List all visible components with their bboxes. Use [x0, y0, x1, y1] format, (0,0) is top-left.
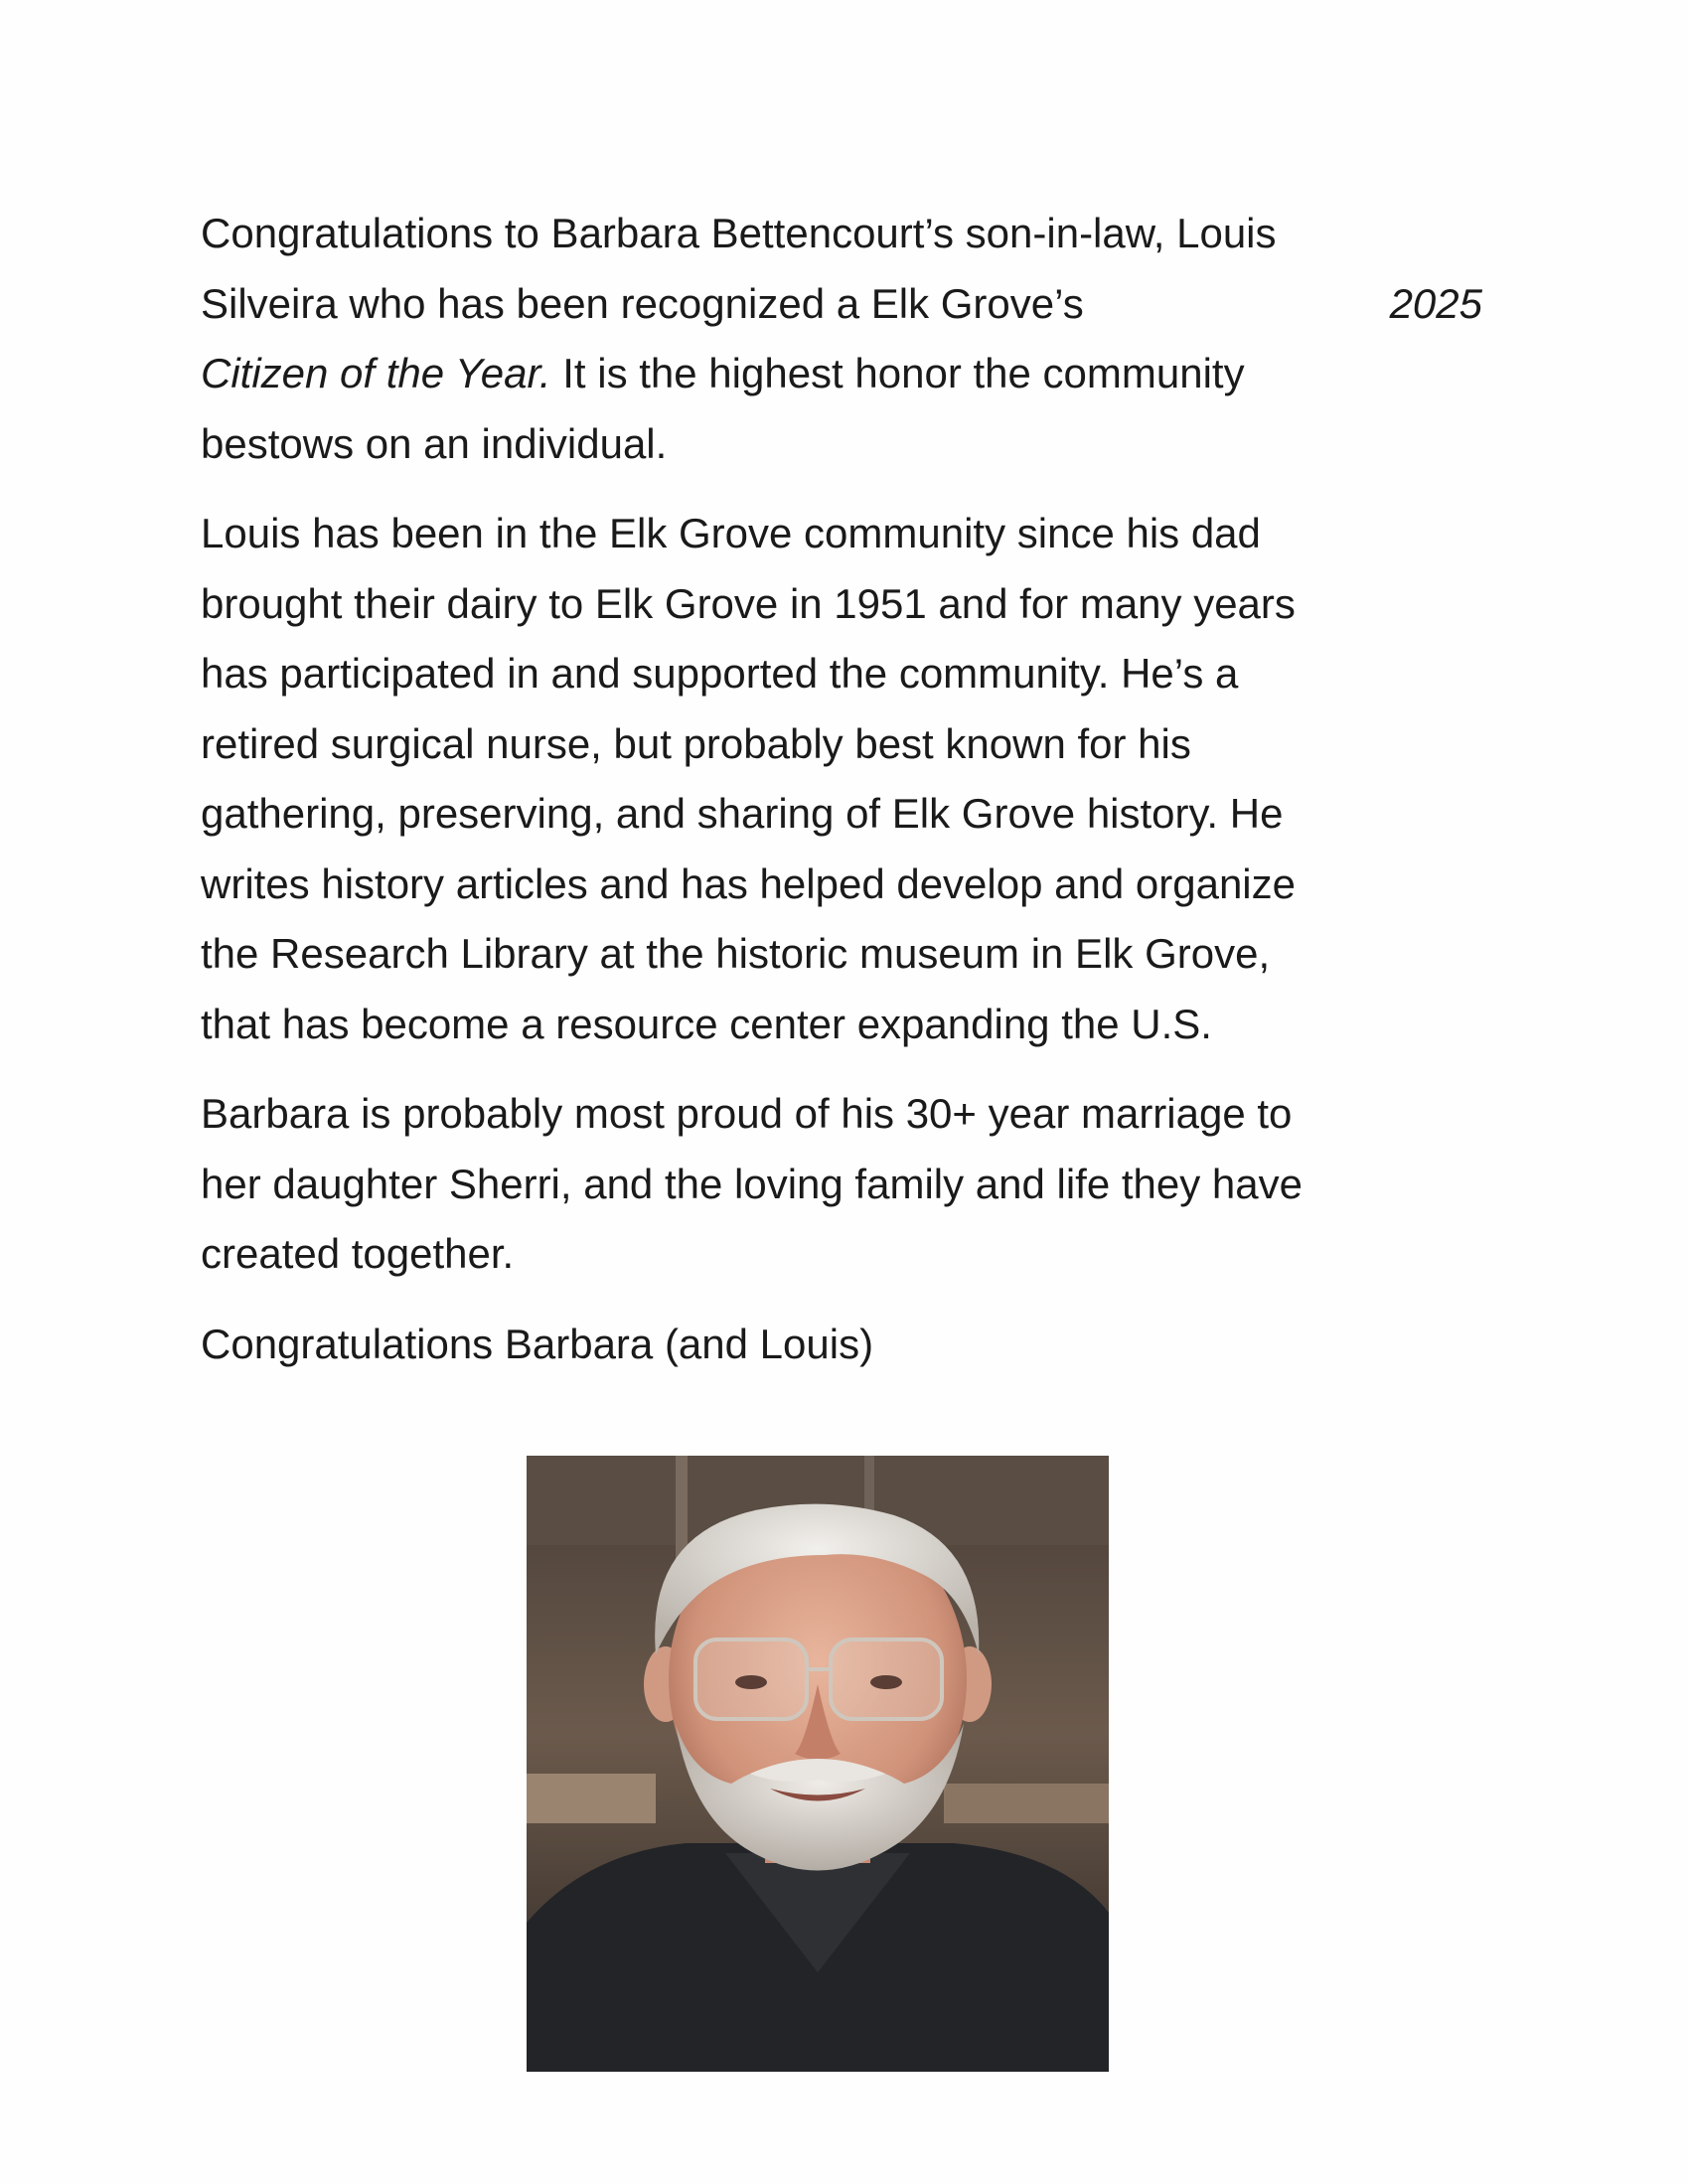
text-line: her daughter Sherri, and the loving family and life they have	[201, 1160, 1304, 1207]
text-line: Congratulations Barbara (and Louis)	[201, 1320, 874, 1367]
text-line: Barbara is probably most proud of his 30+ year marriage to	[201, 1090, 1293, 1137]
text-line: Congratulations to Barbara Bettencourt’s son-in-law, Louis	[201, 210, 1277, 256]
paragraph-biography	[201, 499, 1492, 1059]
closing-line	[201, 1310, 1492, 1380]
text-line: retired surgical nurse, but probably best known for his	[201, 719, 1191, 767]
text-line: created together.	[201, 1230, 515, 1277]
text-line: bestows on an individual.	[201, 419, 668, 467]
text-line: the Research Library at the historic museum in Elk Grove,	[201, 930, 1271, 977]
text-line-left: Silveira who has been recognized a Elk Grove’s	[201, 279, 1084, 327]
text-line: writes history articles and has helped develop and organize	[201, 859, 1296, 907]
text-line: that has become a resource center expanding the U.S.	[201, 1000, 1212, 1047]
paragraph-family	[201, 1079, 1492, 1290]
text-line	[201, 339, 1492, 409]
award-title: Citizen of the Year.	[201, 350, 551, 396]
text-line: gathering, preserving, and sharing of Elk Grove history. He	[201, 790, 1284, 837]
portrait-photo	[527, 1456, 1109, 2072]
article-body	[201, 199, 1492, 1379]
text-line: brought their dairy to Elk Grove in 1951 and for many years	[201, 579, 1296, 627]
paragraph-announcement	[201, 199, 1492, 479]
year-text: 2025	[1389, 279, 1482, 327]
text-line-rest: It is the highest honor the community	[550, 350, 1245, 396]
text-line: has participated in and supported the community. He’s a	[201, 650, 1239, 697]
portrait-illustration	[527, 1456, 1109, 2072]
text-line: Louis has been in the Elk Grove community since his dad	[201, 510, 1261, 556]
text-line	[201, 269, 1482, 340]
